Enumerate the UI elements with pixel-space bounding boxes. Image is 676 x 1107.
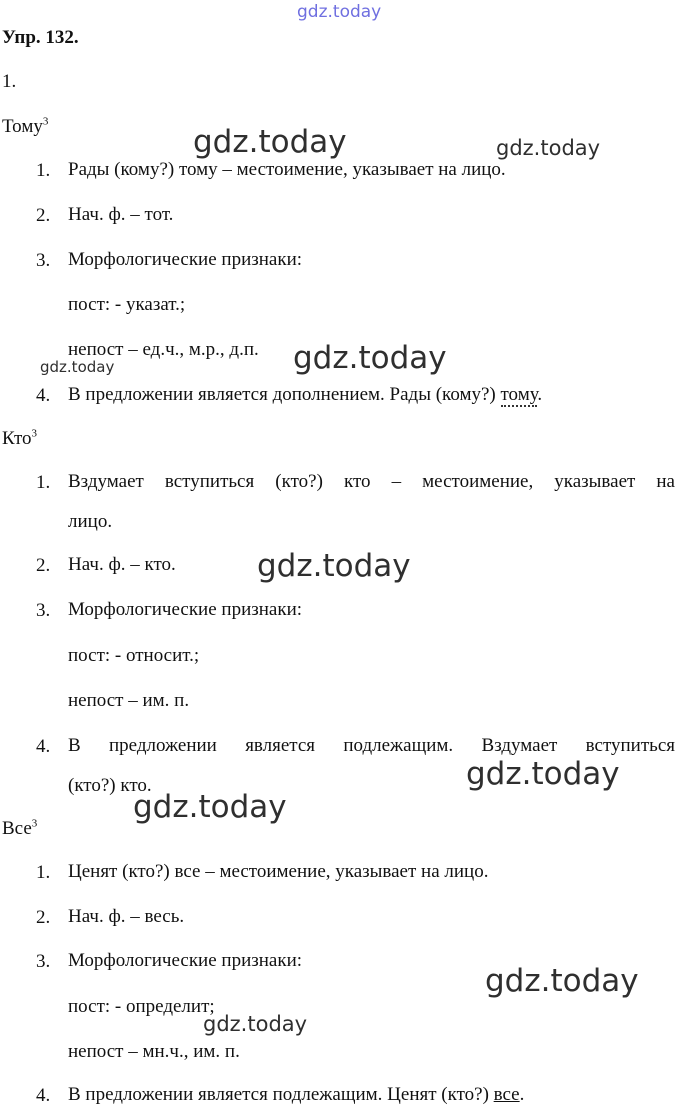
- item-subline: пост: - определит;: [68, 996, 215, 1017]
- watermark-text: gdz.today: [133, 789, 287, 825]
- item-subline: непост – ед.ч., м.р., д.п.: [68, 339, 259, 360]
- watermark-text: gdz.today: [193, 124, 347, 160]
- watermark-text: gdz.today: [496, 136, 601, 160]
- watermark-text: gdz.today: [40, 358, 115, 376]
- item-text: Морфологические признаки:: [68, 249, 303, 270]
- watermark-text: gdz.today: [466, 756, 620, 792]
- item-number: 1.: [36, 862, 51, 883]
- item-subline: непост – им. п.: [68, 690, 190, 711]
- item-number: 2.: [36, 205, 51, 226]
- item-text: Вздумает вступиться (кто?) кто – местоимение, указывает на: [68, 471, 675, 492]
- part-number: 1.: [2, 71, 17, 92]
- watermark-text: gdz.today: [203, 1012, 308, 1036]
- watermark-text: gdz.today: [297, 2, 382, 22]
- item-number: 4.: [36, 736, 51, 757]
- item-text: В предложении является подлежащим. Вздумает вступиться: [68, 735, 675, 756]
- item-subline: пост: - относит.;: [68, 645, 200, 666]
- section-word: Все$^3$: [2, 817, 38, 839]
- item-number: 4.: [36, 385, 51, 406]
- item-text: В предложении является дополнением. Рады (кому?) тому.: [68, 384, 543, 405]
- section-word: Тому$^3$: [2, 115, 49, 137]
- item-text: Нач. ф. – тот.: [68, 204, 174, 225]
- watermark-text: gdz.today: [257, 548, 411, 584]
- item-number: 2.: [36, 555, 51, 576]
- watermark-text: gdz.today: [485, 963, 639, 999]
- item-number: 3.: [36, 600, 51, 621]
- item-text: Нач. ф. – кто.: [68, 554, 176, 575]
- item-text: Нач. ф. – весь.: [68, 906, 185, 927]
- exercise-title: Упр. 132.: [2, 27, 79, 48]
- item-number: 1.: [36, 160, 51, 181]
- item-number: 3.: [36, 250, 51, 271]
- item-text: Рады (кому?) тому – местоимение, указывает на лицо.: [68, 159, 506, 180]
- item-text: Морфологические признаки:: [68, 950, 303, 971]
- section-word: Кто$^3$: [2, 427, 38, 449]
- item-subline: непост – мн.ч., им. п.: [68, 1041, 240, 1062]
- item-number: 3.: [36, 951, 51, 972]
- item-text: Ценят (кто?) все – местоимение, указывает на лицо.: [68, 861, 489, 882]
- item-text: В предложении является подлежащим. Ценят (кто?) все.: [68, 1084, 525, 1105]
- highlighted-word: тому: [500, 384, 538, 405]
- item-number: 4.: [36, 1085, 51, 1106]
- item-number: 2.: [36, 907, 51, 928]
- item-text-continued: (кто?) кто.: [68, 775, 152, 796]
- watermark-text: gdz.today: [293, 340, 447, 376]
- item-text: Морфологические признаки:: [68, 599, 303, 620]
- item-text-continued: лицо.: [68, 511, 113, 532]
- item-number: 1.: [36, 472, 51, 493]
- item-subline: пост: - указат.;: [68, 294, 186, 315]
- highlighted-word: все: [493, 1084, 520, 1105]
